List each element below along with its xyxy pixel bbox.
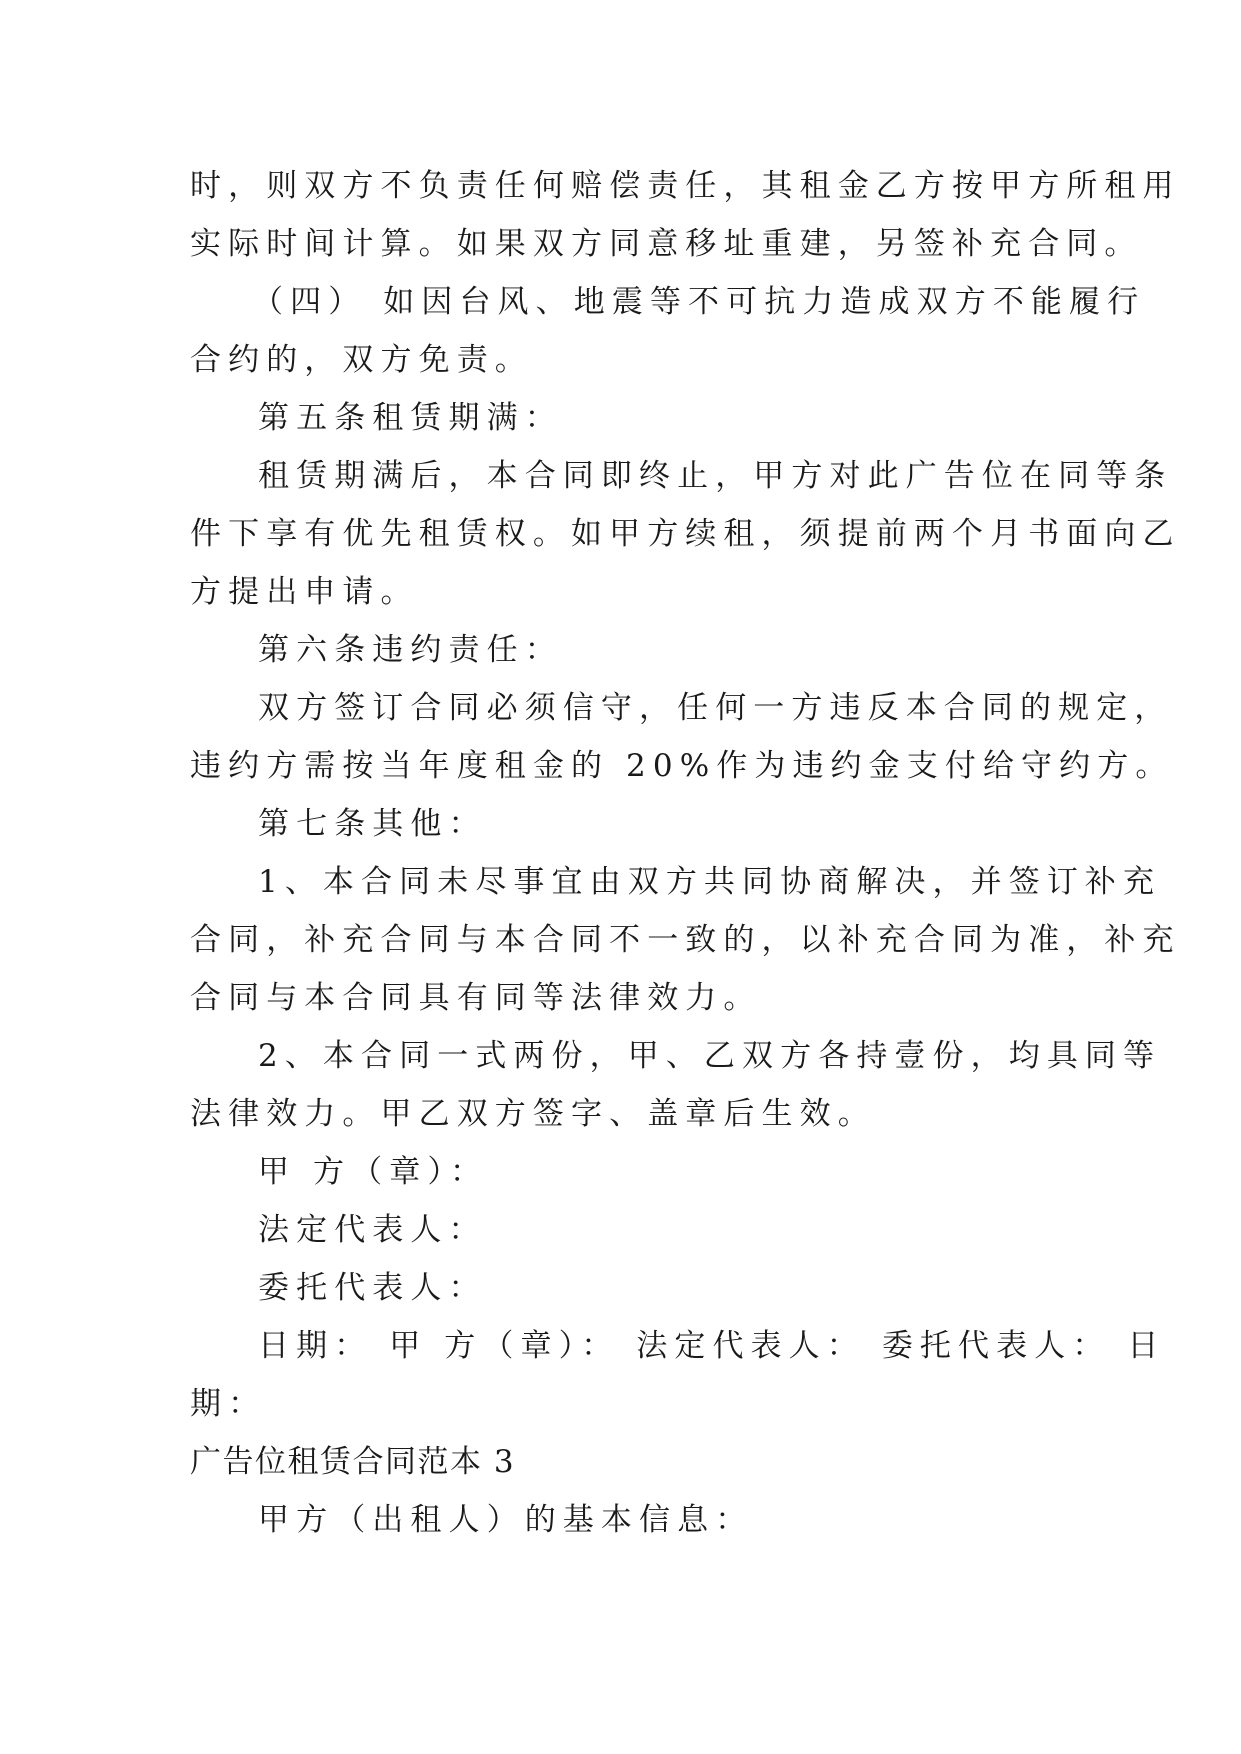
text-line: 合约的，双方免责。: [190, 342, 533, 378]
signature-field: 甲 方（章）：: [258, 1154, 489, 1190]
text-line: （四） 如因台风、地震等不可抗力造成双方不能履行: [252, 284, 1146, 320]
text-line: 2、本合同一式两份，甲、乙双方各持壹份，均具同等: [258, 1038, 1162, 1074]
text-line: 期：: [190, 1386, 267, 1422]
text-line: 租赁期满后，本合同即终止，甲方对此广告位在同等条: [258, 458, 1173, 494]
text-line: 件下享有优先租赁权。如甲方续租，须提前两个月书面向乙: [190, 516, 1181, 552]
text-line: 1、本合同未尽事宜由双方共同协商解决，并签订补充: [258, 864, 1162, 900]
text-line: 合同，补充合同与本合同不一致的，以补充合同为准，补充: [190, 922, 1181, 958]
text-line: 时，则双方不负责任何赔偿责任，其租金乙方按甲方所租用: [190, 168, 1181, 204]
signature-field: 委托代表人：: [258, 1270, 487, 1306]
text-line: 甲方（出租人）的基本信息：: [258, 1502, 754, 1538]
section-heading: 第五条租赁期满：: [258, 400, 563, 436]
section-heading: 第六条违约责任：: [258, 632, 563, 668]
text-line: 违约方需按当年度租金的 20%作为违约金支付给守约方。: [190, 748, 1174, 784]
text-line: 双方签订合同必须信守，任何一方违反本合同的规定，: [258, 690, 1173, 726]
signature-field: 法定代表人：: [258, 1212, 487, 1248]
document-page: [190, 0, 1181, 1754]
signature-field: 日期： 甲 方（章）： 法定代表人： 委托代表人： 日: [258, 1328, 1166, 1364]
document-title: 广告位租赁合同范本 3: [190, 1444, 516, 1480]
section-heading: 第七条其他：: [258, 806, 487, 842]
text-line: 实际时间计算。如果双方同意移址重建，另签补充合同。: [190, 226, 1143, 262]
text-line: 方提出申请。: [190, 574, 419, 610]
text-line: 合同与本合同具有同等法律效力。: [190, 980, 762, 1016]
text-line: 法律效力。甲乙双方签字、盖章后生效。: [190, 1096, 876, 1132]
